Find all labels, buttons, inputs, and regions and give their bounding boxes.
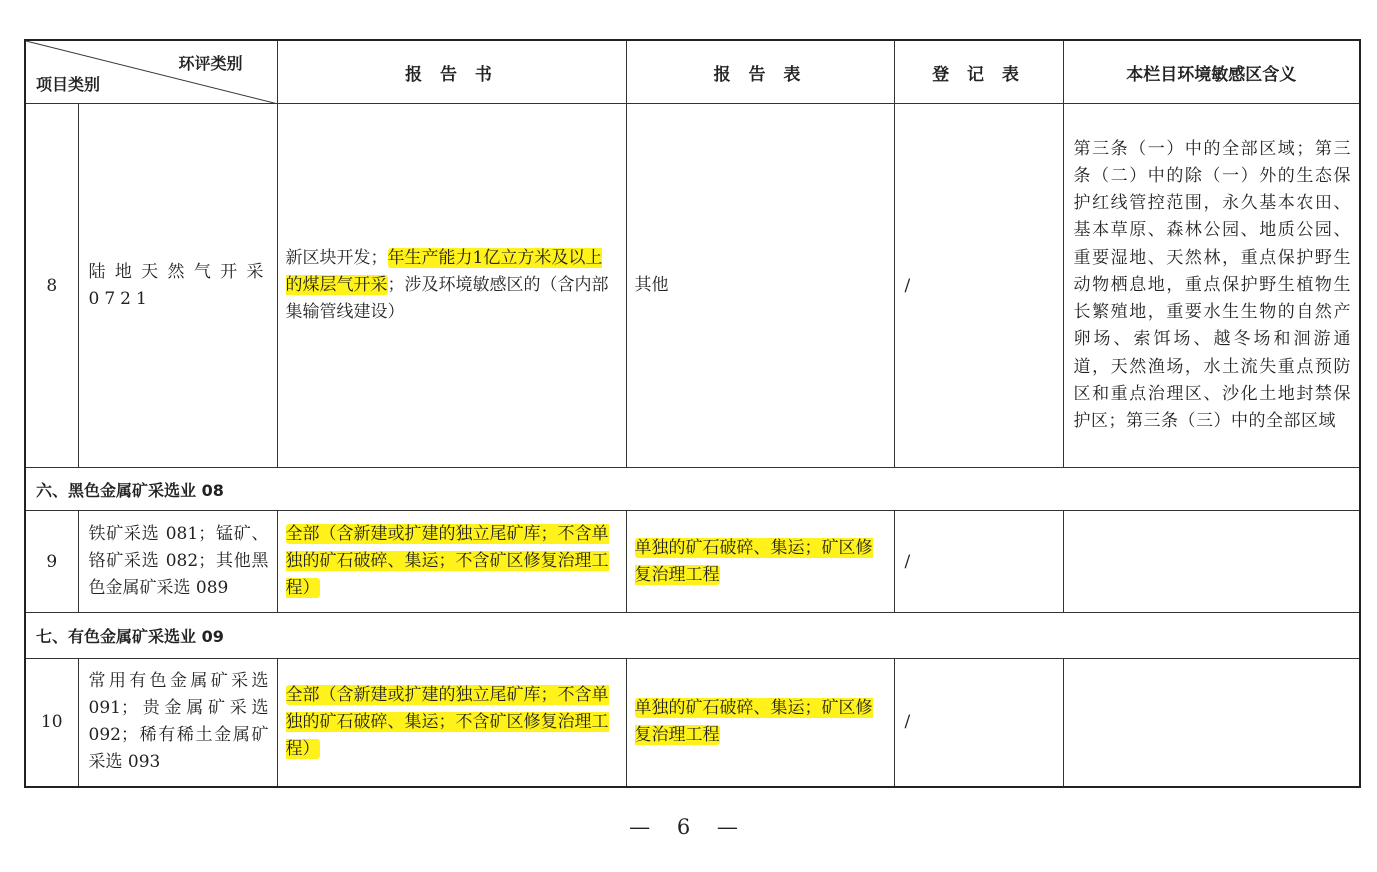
sensitive-area-meaning-cell: 第三条（一）中的全部区域；第三条（二）中的除（一）外的生态保护红线管控范围，永久基本农田、基本草原、森林公园、地质公园、重要湿地、天然林，重点保护野生动物栖息地，重点保护野生植物生长繁殖地，重要水生生物的自然产卵场、索饵场、越冬场和洄游通道，天然渔场，水土流失重点预防区和重点治理区、沙化土地封禁保护区；第三条（三）中的全部区域 <box>1063 104 1360 468</box>
diagonal-header-cell <box>25 40 277 104</box>
page-number: — 6 — <box>629 815 748 839</box>
row-number: 8 <box>25 104 78 468</box>
report-form-cell: 其他 <box>626 104 894 468</box>
table-header-row <box>25 40 1360 104</box>
section-heading-row <box>25 468 1360 511</box>
header-registration-form: 登 记 表 <box>894 40 1063 104</box>
highlighted-text: 全部（含新建或扩建的独立尾矿库；不含单独的矿石破碎、集运；不含矿区修复治理工程） <box>285 684 609 759</box>
table-row-10 <box>25 659 1360 787</box>
header-report-form: 报 告 表 <box>626 40 894 104</box>
report-book-prefix: 新区块开发； <box>285 248 388 268</box>
report-book-cell <box>277 511 626 613</box>
registration-form-cell: / <box>894 511 1063 613</box>
header-report-book: 报 告 书 <box>277 40 626 104</box>
highlighted-text: 年生产能力1亿立方米及以上的煤层气开采 <box>285 248 603 295</box>
row-number: 10 <box>25 659 78 787</box>
highlighted-text: 单独的矿石破碎、集运；矿区修复治理工程 <box>634 698 873 746</box>
header-project-category: 项目类别 <box>36 75 101 94</box>
report-form-cell <box>626 659 894 787</box>
registration-form-cell: / <box>894 659 1063 787</box>
report-book-suffix: ；涉及环境敏感区的（含内部集输管线建设） <box>285 275 609 322</box>
row-number: 9 <box>25 511 78 613</box>
project-name: 常用有色金属矿采选 091；贵金属矿采选 092；稀有稀土金属矿采选 093 <box>78 659 277 787</box>
highlighted-text: 单独的矿石破碎、集运；矿区修复治理工程 <box>634 537 873 585</box>
project-name: 陆地天然气开采 0721 <box>78 104 277 468</box>
project-name: 铁矿采选 081；锰矿、铬矿采选 082；其他黑色金属矿采选 089 <box>78 511 277 613</box>
sensitive-area-meaning-cell <box>1063 659 1360 787</box>
report-book-cell <box>277 659 626 787</box>
registration-form-cell: / <box>894 104 1063 468</box>
table-row-9 <box>25 511 1360 613</box>
section-heading: 七、有色金属矿采选业 09 <box>25 613 1360 659</box>
sensitive-area-meaning-cell <box>1063 511 1360 613</box>
section-heading-row <box>25 613 1360 659</box>
report-book-cell <box>277 104 626 468</box>
environmental-classification-table <box>24 39 1361 788</box>
header-sensitive-area-meaning: 本栏目环境敏感区含义 <box>1063 40 1360 104</box>
section-heading: 六、黑色金属矿采选业 08 <box>25 468 1360 511</box>
table-row-8 <box>25 104 1360 468</box>
header-eia-category: 环评类别 <box>178 54 243 73</box>
highlighted-text: 全部（含新建或扩建的独立尾矿库；不含单独的矿石破碎、集运；不含矿区修复治理工程） <box>285 524 609 598</box>
report-form-cell <box>626 511 894 613</box>
